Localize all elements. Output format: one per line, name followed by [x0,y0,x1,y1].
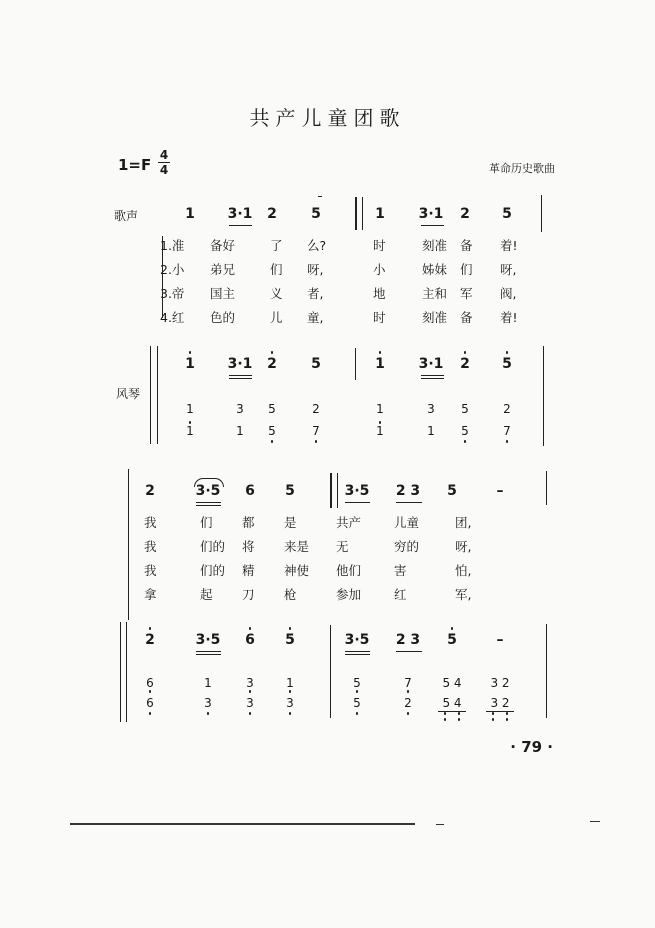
octave-dot [407,712,410,715]
accordion-top-note: – [496,632,504,648]
accordion-low-note: 3 [204,696,212,710]
lyric-syllable: 着! [500,238,518,253]
accordion-brace [150,346,151,444]
accordion-middle-note: 7 [404,676,412,690]
lyric-syllable: 参加 [336,587,362,602]
lyric-syllable: 主和 [422,286,448,301]
accordion-low-note: 7 [312,424,320,438]
octave-dot [249,690,252,693]
barline [355,197,357,230]
accordion-low-note: 1 [236,424,244,438]
barline [543,346,544,446]
beam-line [421,225,444,226]
accordion-top-note: 3·1 [227,356,253,372]
accordion-low-note: 7 [503,424,511,438]
accordion-middle-note: 3 [236,402,244,416]
melody-note: 2 [145,483,155,499]
accordion-middle-note: 1 [204,676,212,690]
lyric-syllable: 将 [242,539,255,554]
accordion-top-note: 3·1 [418,356,444,372]
accordion-top-note: 3·5 [195,632,221,648]
lyric-syllable: 怕, [455,563,472,578]
barline [126,622,127,722]
octave-dot [506,351,509,354]
barline [157,346,158,444]
lyric-syllable: 儿 [270,310,283,325]
accordion-top-note: 5 [502,356,512,372]
lyric-syllable: 2.小 [160,262,185,277]
lyric-syllable: 备 [460,238,473,253]
octave-dot [506,440,509,443]
lyric-syllable: 们的 [200,539,226,554]
beam-line [486,711,514,712]
lyric-syllable: 害 [394,563,407,578]
beam-line [196,502,221,503]
octave-dot [379,351,382,354]
accordion-middle-note: 1 [286,676,294,690]
melody-note: 2 [460,206,470,222]
lyric-syllable: 我 [144,539,157,554]
melody-note: 3·1 [227,206,253,222]
octave-dot [379,421,382,424]
time-sig-bottom: 4 [159,163,169,177]
accordion-low-note: 3 [246,696,254,710]
octave-dot [458,712,461,715]
accordion-low-note: 3 2 [490,696,510,710]
accordion-top-note: 2 [267,356,277,372]
barline [337,473,338,508]
lyric-syllable: 么? [307,238,327,253]
lyric-syllable: 备 [460,310,473,325]
beam-line [396,502,422,503]
lyric-syllable: 红 [394,587,407,602]
accordion-top-note: 1 [185,356,195,372]
octave-dot [189,351,192,354]
accordion-middle-note: 1 [376,402,384,416]
lyric-syllable: 者, [307,286,324,301]
lyric-syllable: 们 [460,262,473,277]
melody-note: 2 [267,206,277,222]
song-title: 共产儿童团歌 [249,106,406,130]
accordion-low-note: 1 [376,424,384,438]
accordion-low-note: 5 [268,424,276,438]
tie-arc [194,478,224,487]
melody-note: 3·5 [344,483,370,499]
accordion-middle-note: 2 [503,402,511,416]
melody-note: 6 [245,483,255,499]
melody-note: 5 [311,206,321,222]
octave-dot [249,712,252,715]
accordion-top-note: 2 3 [395,632,421,648]
beam-line [438,711,466,712]
accordion-top-note: 3·5 [344,632,370,648]
accordion-middle-note: 5 [353,676,361,690]
beam-line [229,225,252,226]
lyric-syllable: 时 [373,310,386,325]
octave-dot [492,718,495,721]
barline [330,473,332,508]
lyric-syllable: 军 [460,286,473,301]
melody-note: 5 [502,206,512,222]
octave-dot [451,627,454,630]
octave-dot [271,440,274,443]
octave-dot [444,712,447,715]
lyric-syllable: 刀 [242,587,255,602]
octave-dot [271,351,274,354]
lyric-syllable: 义 [270,286,283,301]
octave-dot [315,440,318,443]
accordion-low-note: 5 4 [442,696,462,710]
lyric-syllable: 1.准 [160,238,185,253]
lyric-syllable: 他们 [336,563,362,578]
accordion-top-note: 5 [285,632,295,648]
bottom-rule [70,823,415,825]
lyric-syllable: 拿 [144,587,157,602]
octave-dot [289,712,292,715]
beam-line [196,651,221,652]
octave-dot [356,690,359,693]
lyric-syllable: 枪 [284,587,297,602]
lyric-syllable: 我 [144,563,157,578]
lyric-syllable: 神使 [284,563,310,578]
octave-dot [464,351,467,354]
octave-dot [289,690,292,693]
beam-line [229,375,252,376]
lyric-syllable: 们 [200,515,213,530]
accordion-low-note: 1 [186,424,194,438]
lyric-syllable: 地 [373,286,386,301]
lyric-syllable: 呀, [307,262,324,277]
accordion-middle-note: 5 [461,402,469,416]
time-sig-top: 4 [159,148,169,162]
beam-line [229,378,252,379]
barline [546,624,547,718]
accordion-low-note: 3 [286,696,294,710]
accordion-middle-note: 3 [246,676,254,690]
octave-dot [492,712,495,715]
octave-dot [464,440,467,443]
accordion-low-note: 5 [461,424,469,438]
octave-dot [149,627,152,630]
accordion-top-note: 5 [447,632,457,648]
barline [362,197,363,230]
lyric-syllable: 童, [307,310,324,325]
beam-line [396,651,422,652]
lyric-syllable: 呀, [500,262,517,277]
lyric-syllable: 姊妹 [422,262,448,277]
voice-label: 歌声 [114,209,139,223]
lyric-syllable: 儿童 [394,515,420,530]
melody-note: 5 [447,483,457,499]
octave-dot [506,718,509,721]
octave-dot [407,690,410,693]
beam-line [345,502,370,503]
octave-dot [289,627,292,630]
lyric-syllable: 小 [373,262,386,277]
accordion-middle-note: 3 [427,402,435,416]
barline [546,471,547,505]
lyric-syllable: 了 [270,238,283,253]
octave-dot [189,421,192,424]
beam-line [421,378,444,379]
beam-line [196,505,221,506]
lyric-syllable: 共产 [336,515,362,530]
lyric-syllable: 精 [242,563,255,578]
beam-line [345,654,370,655]
key-signature: 1=F [118,156,152,174]
barline [541,195,542,232]
barline [355,348,356,380]
octave-dot [506,712,509,715]
lyric-syllable: 阀, [500,286,517,301]
lyric-syllable: 3.帝 [160,286,185,301]
barline [330,625,331,718]
accordion-middle-note: 5 [268,402,276,416]
melody-note: 3·5 [195,483,221,499]
bottom-rule-mark [436,824,444,825]
lyric-syllable: 色的 [210,310,236,325]
time-signature [158,148,170,177]
octave-dot [356,712,359,715]
accordion-low-note: 5 [353,696,361,710]
lyric-syllable: 刻准 [422,238,448,253]
accordion-low-note: 6 [146,696,154,710]
melody-note: 5 [285,483,295,499]
octave-dot [207,712,210,715]
octave-dot [458,718,461,721]
lyric-syllable: 们的 [200,563,226,578]
melody-note: 3·1 [418,206,444,222]
bottom-rule-mark [590,821,600,822]
octave-dot [149,690,152,693]
barline [128,469,129,620]
lyric-syllable: 刻准 [422,310,448,325]
lyric-syllable: 来是 [284,539,310,554]
lyric-syllable: 弟兄 [210,262,236,277]
slur-mark [318,196,322,197]
lyric-syllable: 备好 [210,238,236,253]
accordion-low-note: 2 [404,696,412,710]
melody-note: – [496,483,504,499]
song-source: 革命历史歌曲 [489,162,555,175]
beam-line [345,651,370,652]
accordion-top-note: 1 [375,356,385,372]
lyric-syllable: 国主 [210,286,236,301]
melody-note: 1 [185,206,195,222]
accordion-middle-note: 6 [146,676,154,690]
lyric-syllable: 着! [500,310,518,325]
octave-dot [149,712,152,715]
lyric-syllable: 穷的 [394,539,420,554]
lyric-syllable: 团, [455,515,472,530]
accordion-middle-note: 2 [312,402,320,416]
lyric-syllable: 无 [336,539,349,554]
melody-note: 1 [375,206,385,222]
beam-line [421,375,444,376]
page-number: · 79 · [510,738,553,756]
accordion-top-note: 2 [145,632,155,648]
octave-dot [249,627,252,630]
lyric-syllable: 是 [284,515,297,530]
beam-line [196,654,221,655]
melody-note: 2 3 [395,483,421,499]
lyric-syllable: 我 [144,515,157,530]
lyric-syllable: 起 [200,587,213,602]
lyric-syllable: 时 [373,238,386,253]
accordion-top-note: 2 [460,356,470,372]
accordion-label: 风琴 [116,387,141,401]
lyric-syllable: 4.红 [160,310,185,325]
accordion-top-note: 5 [311,356,321,372]
barline [162,236,163,318]
lyric-syllable: 军, [455,587,472,602]
accordion-middle-note: 1 [186,402,194,416]
accordion-brace [120,622,121,722]
accordion-low-note: 1 [427,424,435,438]
octave-dot [444,718,447,721]
lyric-syllable: 呀, [455,539,472,554]
accordion-middle-note: 5 4 [442,676,462,690]
accordion-middle-note: 3 2 [490,676,510,690]
lyric-syllable: 都 [242,515,255,530]
accordion-top-note: 6 [245,632,255,648]
lyric-syllable: 们 [270,262,283,277]
